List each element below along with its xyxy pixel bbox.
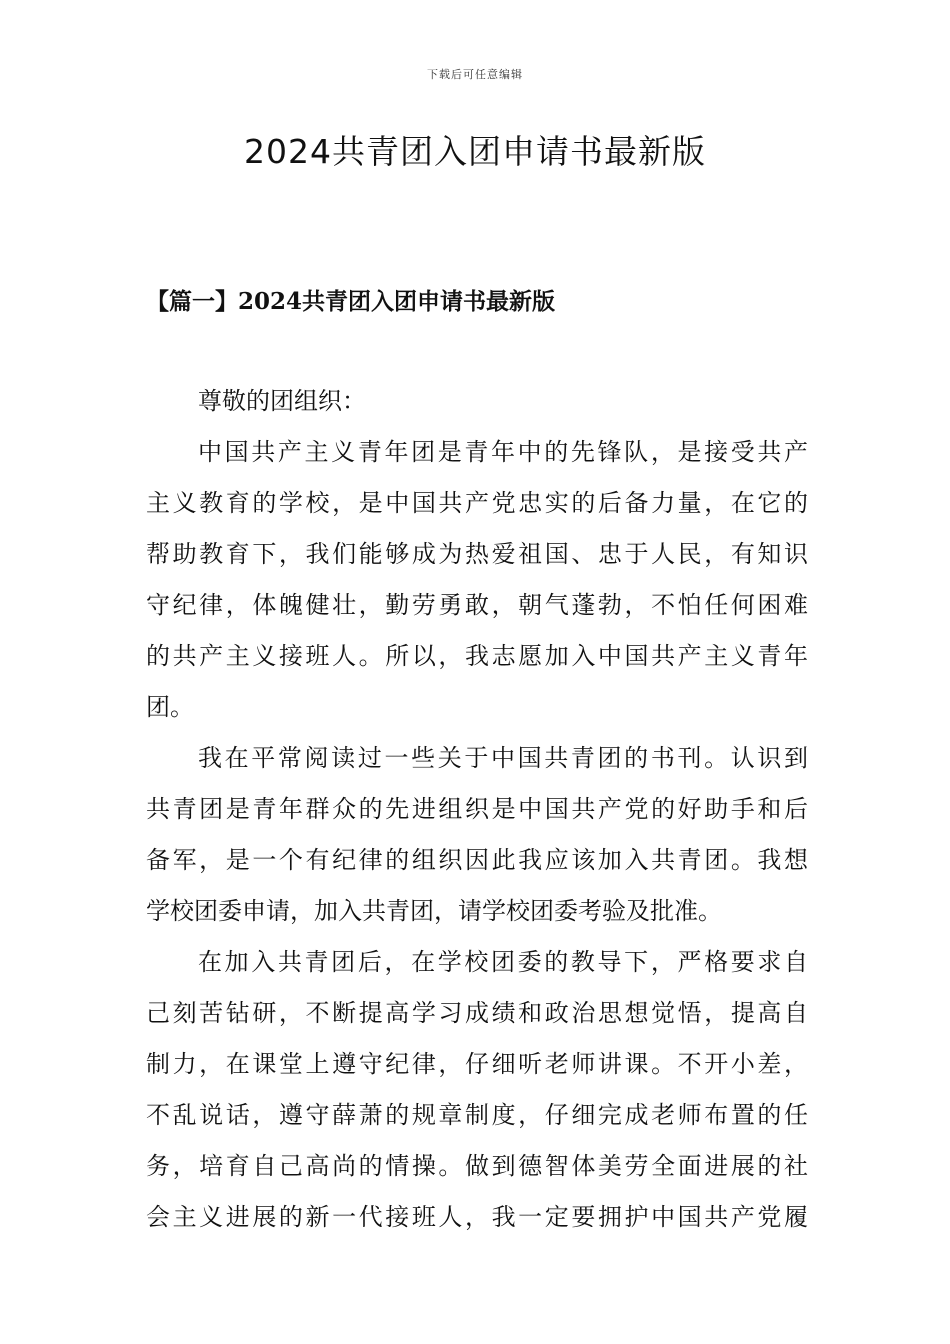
body-text	[146, 376, 808, 1243]
body-line: 守纪律，体魄健壮，勤劳勇敢，朝气蓬勃，不怕任何困难	[146, 591, 808, 619]
body-line: 制力，在课堂上遵守纪律，仔细听老师讲课。不开小差，	[146, 1050, 808, 1078]
body-line: 不乱说话，遵守薛萧的规章制度，仔细完成老师布置的任	[146, 1101, 808, 1129]
body-line: 在加入共青团后，在学校团委的教导下，严格要求自	[198, 948, 808, 976]
body-line: 尊敬的团组织：	[198, 387, 366, 415]
body-line: 团。	[146, 693, 194, 721]
body-line: 共青团是青年群众的先进组织是中国共产党的好助手和后	[146, 795, 808, 823]
body-line: 帮助教育下，我们能够成为热爱祖国、忠于人民，有知识	[146, 540, 808, 568]
header-note: 下载后可任意编辑	[427, 68, 523, 81]
body-line: 我在平常阅读过一些关于中国共青团的书刊。认识到	[198, 744, 808, 772]
body-line: 主义教育的学校，是中国共产党忠实的后备力量，在它的	[146, 489, 808, 517]
section-heading: 【篇一】2024共青团入团申请书最新版	[146, 288, 556, 315]
body-line: 己刻苦钻研，不断提高学习成绩和政治思想觉悟，提高自	[146, 999, 808, 1027]
body-line: 务，培育自己高尚的情操。做到德智体美劳全面进展的社	[146, 1152, 808, 1180]
document-title: 2024共青团入团申请书最新版	[244, 132, 706, 171]
body-line: 会主义进展的新一代接班人，我一定要拥护中国共产党履	[146, 1203, 808, 1231]
body-line: 备军，是一个有纪律的组织因此我应该加入共青团。我想	[146, 846, 808, 874]
body-line: 中国共产主义青年团是青年中的先锋队，是接受共产	[198, 438, 808, 466]
body-line: 学校团委申请，加入共青团，请学校团委考验及批准。	[146, 897, 722, 925]
body-line: 的共产主义接班人。所以，我志愿加入中国共产主义青年	[146, 642, 808, 670]
